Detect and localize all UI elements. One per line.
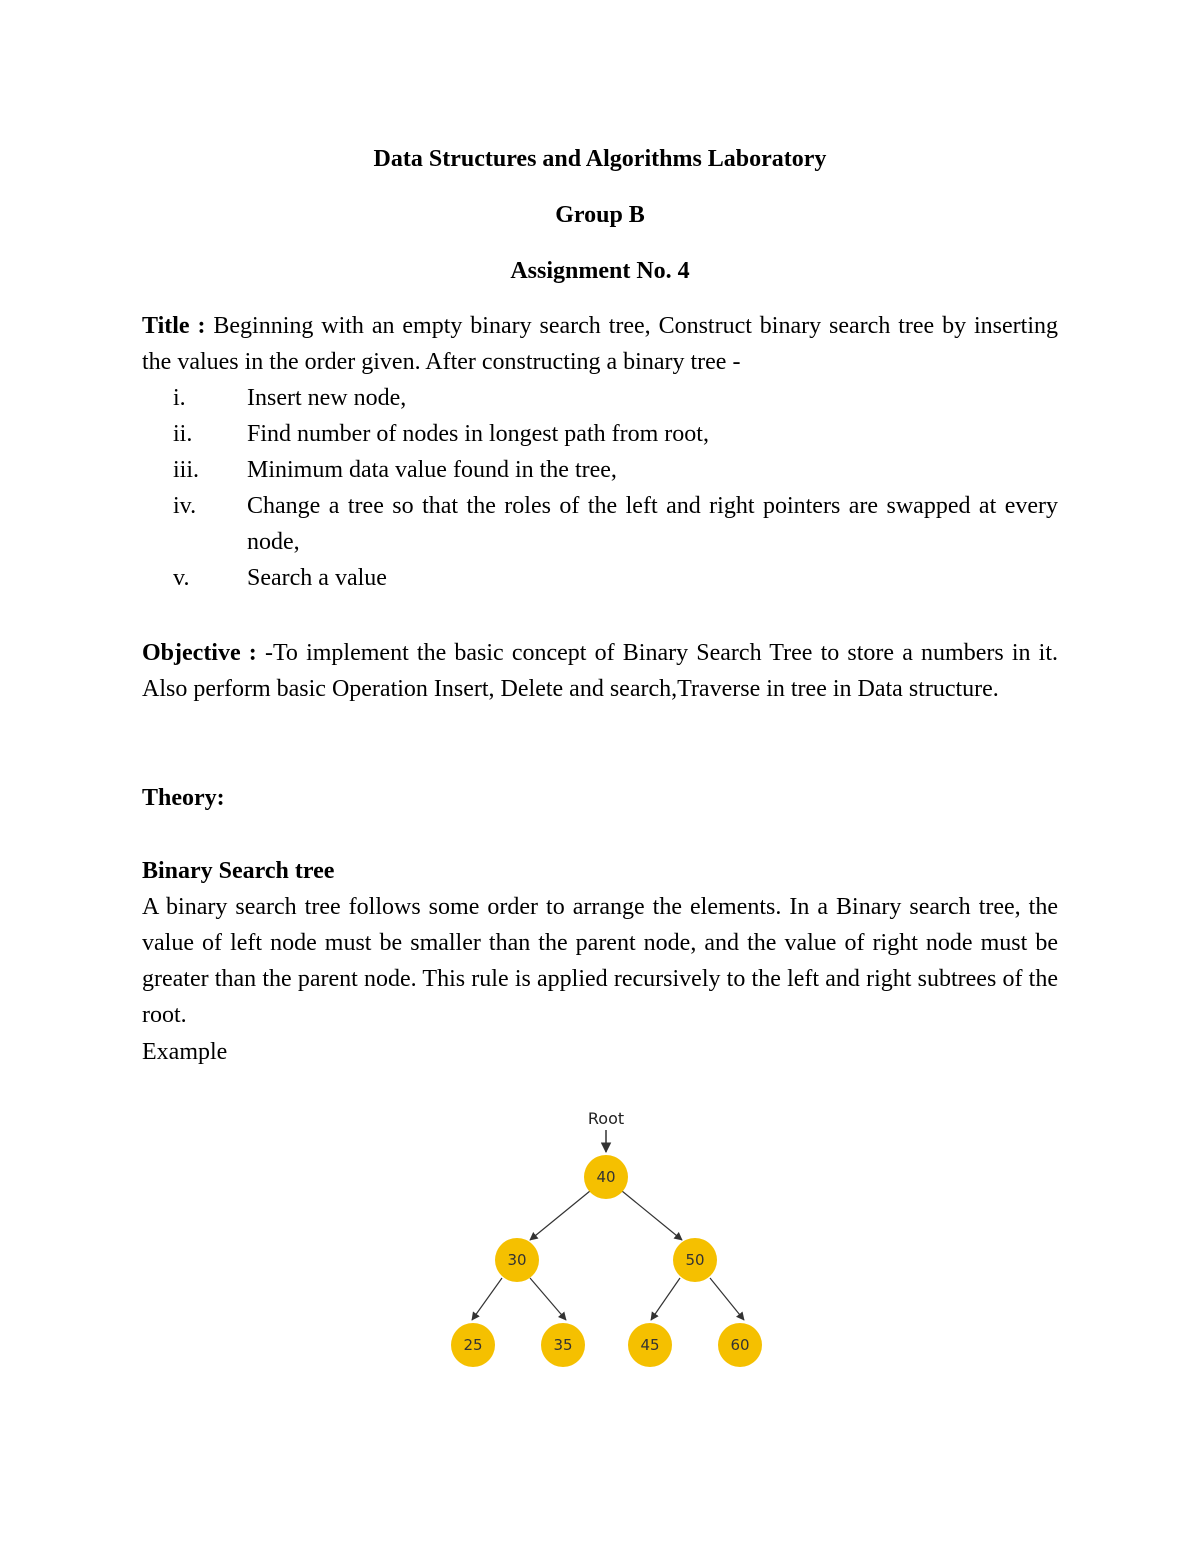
list-item: [142, 452, 1058, 488]
edge-50-60: [710, 1278, 744, 1320]
edge-40-30: [530, 1191, 590, 1240]
list-item: [142, 560, 1058, 596]
edge-50-45: [651, 1278, 680, 1320]
tree-node: [584, 1155, 628, 1199]
tree-node: [495, 1238, 539, 1282]
objective-paragraph: [142, 635, 1058, 707]
edge-40-50: [622, 1191, 682, 1240]
list-item-text: Search a value: [247, 565, 387, 591]
node-value: 45: [640, 1336, 660, 1354]
list-item-text: Insert new node,: [247, 385, 407, 411]
list-item: [142, 488, 1058, 560]
task-list: [142, 380, 1058, 596]
example-label: Example: [142, 1039, 228, 1065]
node-value: 25: [463, 1336, 483, 1354]
theory-heading: Theory:: [142, 785, 225, 811]
list-item-text: Minimum data value found in the tree,: [247, 457, 617, 483]
node-value: 60: [730, 1336, 750, 1354]
list-item: [142, 416, 1058, 452]
node-value: 50: [685, 1251, 705, 1269]
tree-node: [451, 1323, 495, 1367]
group-title: Group B: [555, 202, 645, 228]
tree-node: [541, 1323, 585, 1367]
title-label: Title :: [142, 313, 206, 339]
root-label: Root: [587, 1109, 625, 1128]
node-value: 35: [553, 1336, 573, 1354]
theory-body: A binary search tree follows some order to arrange the elements. In a Binary search tree, the value of left node must be smaller than the parent node, and the value of right node must be greater than the parent node. This rule is applied recursively to the left and right subtrees of the root.: [142, 894, 1058, 1028]
title-text: Beginning with an empty binary search tree, Construct binary search tree by inserting the values in the order given. After constructing a binary tree -: [142, 313, 1058, 375]
edge-30-35: [530, 1278, 566, 1320]
list-item-number: ii.: [173, 421, 193, 447]
list-item-number: i.: [173, 385, 186, 411]
tree-node: [628, 1323, 672, 1367]
bst-subheading: Binary Search tree: [142, 858, 335, 884]
list-item-number: iv.: [173, 493, 197, 519]
title-paragraph: [142, 308, 1058, 380]
objective-text: -To implement the basic concept of Binary Search Tree to store a numbers in it. Also perform basic Operation Insert, Delete and search,Traverse in tree in Data structure.: [142, 640, 1059, 702]
tree-node: [718, 1323, 762, 1367]
list-item-text: Find number of nodes in longest path from root,: [247, 421, 709, 447]
assignment-title: Assignment No. 4: [510, 258, 690, 284]
objective-label: Objective :: [142, 640, 257, 666]
bst-diagram: [430, 1100, 780, 1380]
node-value: 30: [507, 1251, 527, 1269]
list-item-number: v.: [173, 565, 190, 591]
tree-node: [673, 1238, 717, 1282]
course-title: Data Structures and Algorithms Laboratory: [373, 146, 827, 172]
node-value: 40: [596, 1168, 616, 1186]
list-item-number: iii.: [173, 457, 200, 483]
list-item: [142, 380, 1058, 416]
list-item-text: Change a tree so that the roles of the left and right pointers are swapped at every node,: [247, 493, 1058, 555]
edge-30-25: [472, 1278, 502, 1320]
